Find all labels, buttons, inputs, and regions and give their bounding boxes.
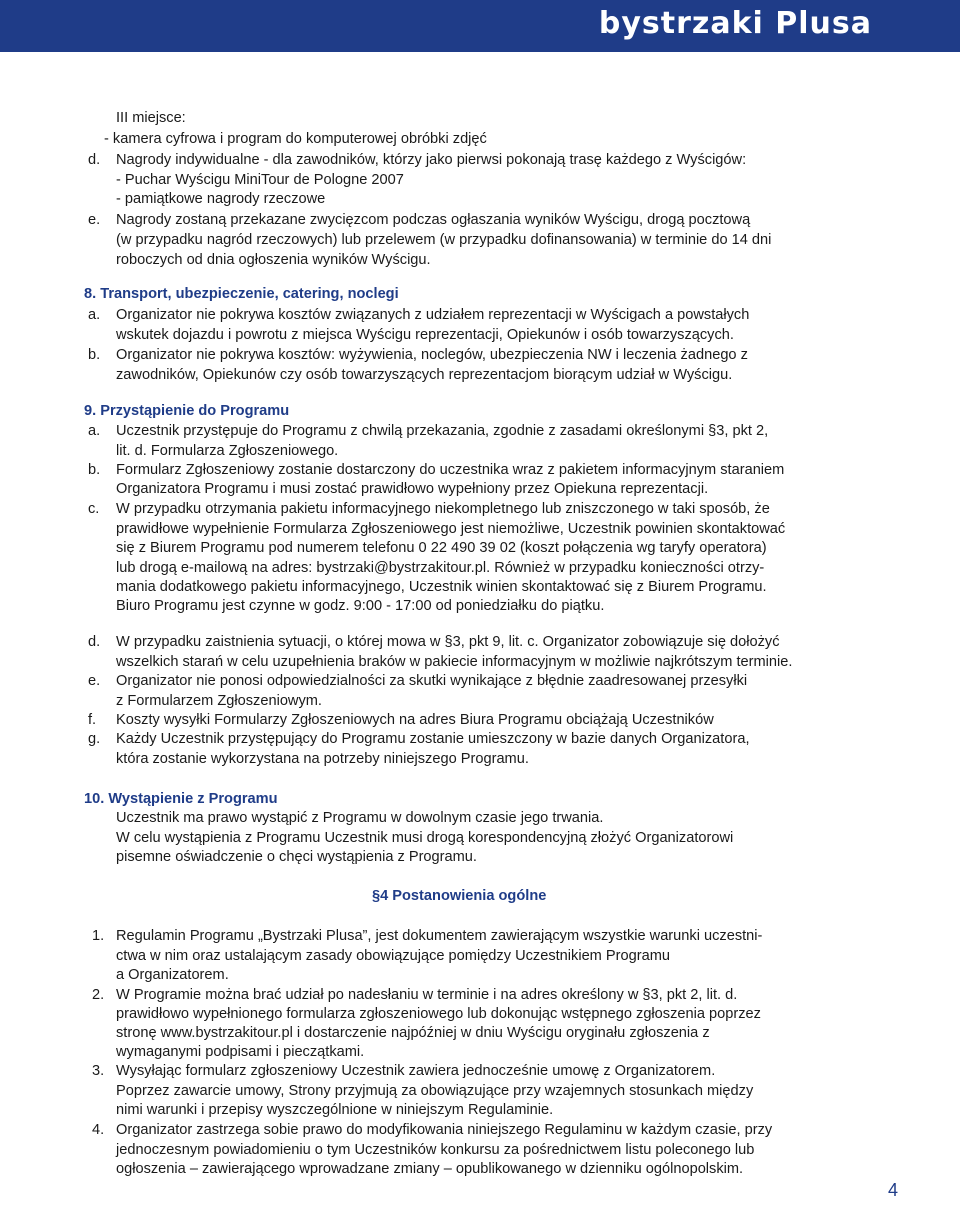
text-line: ctwa w nim oraz ustalającym zasady obowiązujące pomiędzy Uczestnikiem Programu: [116, 948, 670, 964]
text-line: W przypadku otrzymania pakietu informacyjnego niekompletnego lub zniszczonego w taki sposób, że: [116, 501, 770, 517]
text-line: a Organizatorem.: [116, 967, 229, 983]
list-marker: a.: [88, 307, 101, 323]
text-line: Organizator zastrzega sobie prawo do modyfikowania niniejszego Regulaminu w każdym czasie, przy: [116, 1122, 773, 1138]
text-line: - Puchar Wyścigu MiniTour de Pologne 2007: [116, 172, 404, 188]
text-line: Wysyłając formularz zgłoszeniowy Uczestnik zawiera jednocześnie umowę z Organizatorem.: [116, 1063, 716, 1079]
text-line: jednoczesnym powiadomieniu o tym Uczestników konkursu za pośrednictwem listu poleconego lub: [116, 1142, 755, 1158]
text-line: się z Biurem Programu pod numerem telefonu 0 22 490 39 02 (koszt połączenia wg taryfy operatora): [116, 540, 767, 556]
header-bar: [0, 0, 960, 52]
text-line: prawidłowe wypełnienie Formularza Zgłoszeniowego jest niemożliwe, Uczestnik powinien skontaktować: [116, 521, 786, 537]
text-line: lit. d. Formularza Zgłoszeniowego.: [116, 443, 339, 459]
section-heading: 9. Przystąpienie do Programu: [84, 403, 290, 419]
text-line: Każdy Uczestnik przystępujący do Programu zostanie umieszczony w bazie danych Organizatora,: [116, 731, 750, 747]
brand-logo: bystrzaki Plusa: [598, 6, 872, 41]
list-marker: a.: [88, 423, 101, 439]
section-heading: §4 Postanowienia ogólne: [372, 888, 547, 904]
list-marker: e.: [88, 673, 101, 689]
list-marker: f.: [88, 712, 97, 728]
text-line: Poprzez zawarcie umowy, Strony przyjmują za obowiązujące przy wzajemnych stosunkach między: [116, 1083, 754, 1099]
text-line: Uczestnik ma prawo wystąpić z Programu w dowolnym czasie jego trwania.: [116, 810, 604, 826]
list-marker: 3.: [92, 1063, 105, 1079]
text-line: ogłoszenia – zawierającego wprowadzane zmiany – opublikowanego w dzienniku ogólnopolskim.: [116, 1161, 744, 1177]
text-line: III miejsce:: [116, 110, 186, 126]
text-line: W przypadku zaistnienia sytuacji, o której mowa w §3, pkt 9, lit. c. Organizator zobowiązuje się dołożyć: [116, 634, 780, 650]
text-line: która zostanie wykorzystana na potrzeby niniejszego Programu.: [116, 751, 529, 767]
text-line: lub drogą e-mailową na adres: bystrzaki@bystrzakitour.pl. Również w przypadku konieczności otrzy-: [116, 560, 765, 576]
text-line: zawodników, Opiekunów czy osób towarzyszących reprezentacjom biorącym udział w Wyścigu.: [116, 367, 733, 383]
text-line: - kamera cyfrowa i program do komputerowej obróbki zdjęć: [104, 131, 487, 147]
text-line: mania dodatkowego pakietu informacyjnego, Uczestnik winien skontaktować się z Biurem Programu.: [116, 579, 767, 595]
page-number: 4: [887, 1180, 898, 1200]
list-marker: c.: [88, 501, 100, 517]
text-line: (w przypadku nagród rzeczowych) lub przelewem (w przypadku dofinansowania) w terminie do 14 dni: [116, 232, 772, 248]
text-line: wszelkich starań w celu uzupełnienia braków w pakiecie informacyjnym w możliwie najkrótszym terminie.: [116, 654, 793, 670]
text-line: Koszty wysyłki Formularzy Zgłoszeniowych na adres Biura Programu obciążają Uczestników: [116, 712, 714, 728]
text-line: roboczych od dnia ogłoszenia wyników Wyścigu.: [116, 252, 431, 268]
list-marker: e.: [88, 212, 101, 228]
list-marker: d.: [88, 634, 101, 650]
list-marker: 1.: [92, 928, 105, 944]
text-line: wskutek dojazdu i powrotu z miejsca Wyścigu reprezentacji, Opiekunów i osób towarzyszących.: [116, 327, 734, 343]
section-heading: 10. Wystąpienie z Programu: [84, 791, 278, 807]
text-line: z Formularzem Zgłoszeniowym.: [116, 693, 322, 709]
list-marker: 2.: [92, 987, 105, 1003]
list-marker: b.: [88, 347, 101, 363]
text-line: W Programie można brać udział po nadesłaniu w terminie i na adres określony w §3, pkt 2, lit. d.: [116, 987, 738, 1003]
text-line: W celu wystąpienia z Programu Uczestnik musi drogą korespondencyjną złożyć Organizatorowi: [116, 830, 734, 846]
list-marker: g.: [88, 731, 101, 747]
text-line: - pamiątkowe nagrody rzeczowe: [116, 191, 326, 207]
text-line: prawidłowo wypełnionego formularza zgłoszeniowego lub dokonując wstępnego zgłoszenia poprzez: [116, 1006, 761, 1022]
text-line: Organizator nie ponosi odpowiedzialności za skutki wynikające z błędnie zaadresowanej przesyłki: [116, 673, 748, 689]
text-line: Organizatora Programu i musi zostać prawidłowo wypełniony przez Opiekuna reprezentacji.: [116, 481, 709, 497]
text-line: Regulamin Programu „Bystrzaki Plusa”, jest dokumentem zawierającym wszystkie warunki uczestni-: [116, 928, 763, 944]
list-marker: b.: [88, 462, 101, 478]
section-heading: 8. Transport, ubezpieczenie, catering, noclegi: [84, 286, 399, 302]
text-line: Formularz Zgłoszeniowy zostanie dostarczony do uczestnika wraz z pakietem informacyjnym staraniem: [116, 462, 785, 478]
text-line: Biuro Programu jest czynne w godz. 9:00 - 17:00 od poniedziałku do piątku.: [116, 598, 605, 614]
list-marker: 4.: [92, 1122, 105, 1138]
text-line: pisemne oświadczenie o chęci wystąpienia z Programu.: [116, 849, 477, 865]
text-line: Organizator nie pokrywa kosztów związanych z udziałem reprezentacji w Wyścigach a powstałych: [116, 307, 750, 323]
text-line: Uczestnik przystępuje do Programu z chwilą przekazania, zgodnie z zasadami określonymi §3, pkt 2,: [116, 423, 769, 439]
text-line: Nagrody indywidualne - dla zawodników, którzy jako pierwsi pokonają trasę każdego z Wyścigów:: [116, 152, 747, 168]
text-line: stronę www.bystrzakitour.pl i dostarczenie najpóźniej w dniu Wyścigu oryginału zgłoszenia z: [116, 1025, 710, 1041]
text-line: Nagrody zostaną przekazane zwycięzcom podczas ogłaszania wyników Wyścigu, drogą pocztową: [116, 212, 751, 228]
text-line: nimi warunki i przepisy wyszczególnione w niniejszym Regulaminie.: [116, 1102, 554, 1118]
list-marker: d.: [88, 152, 101, 168]
text-line: wymaganymi podpisami i pieczątkami.: [116, 1044, 365, 1060]
text-line: Organizator nie pokrywa kosztów: wyżywienia, noclegów, ubezpieczenia NW i leczenia żadnego z: [116, 347, 748, 363]
